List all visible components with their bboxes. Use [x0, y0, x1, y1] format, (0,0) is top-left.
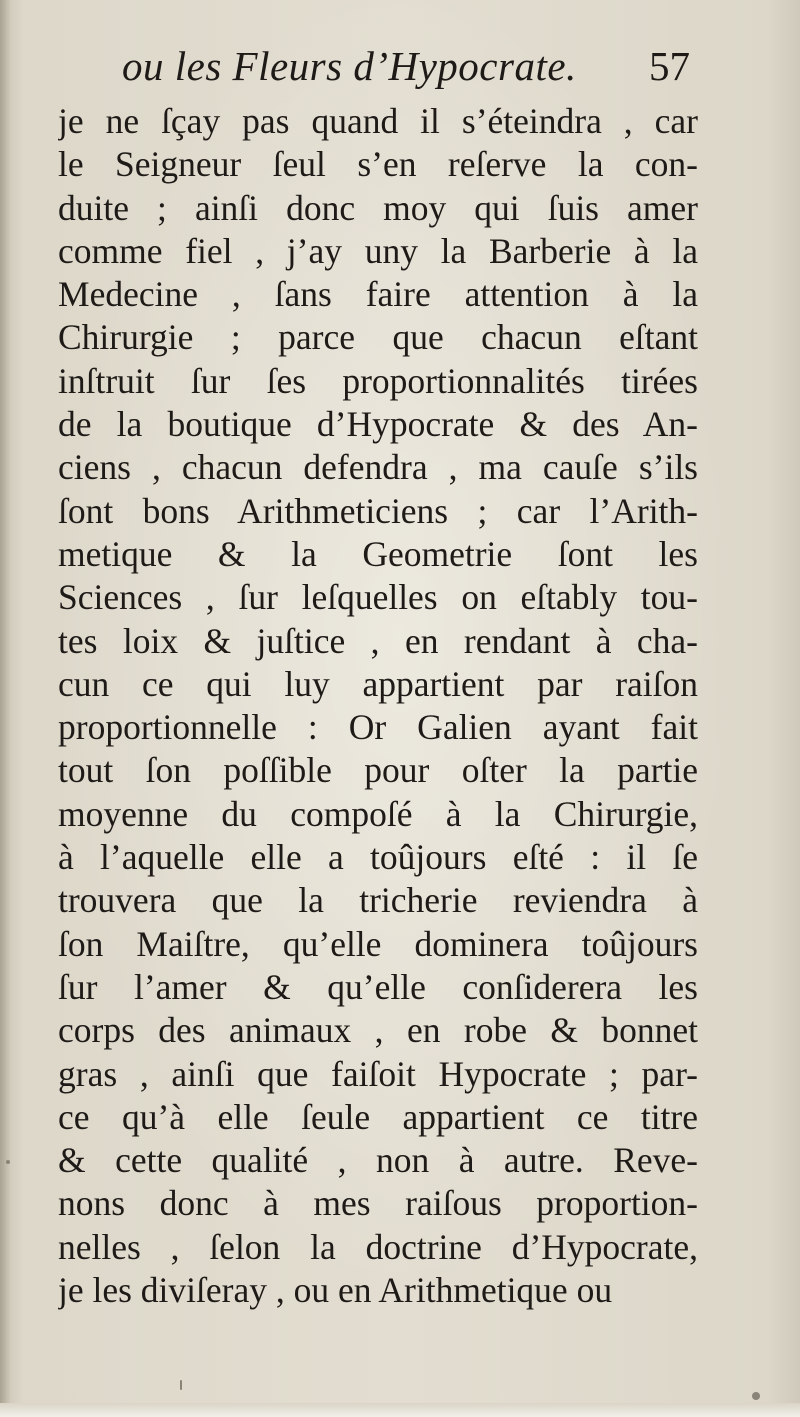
- paper-speck: [6, 1160, 10, 1164]
- page-number: 57: [649, 43, 690, 89]
- page-left-edge: [0, 0, 10, 1417]
- running-title: ou les Fleurs d’Hypocrate.: [122, 43, 577, 89]
- text-line: Medecine , ſans faire attention à la: [58, 274, 698, 315]
- text-line: corps des animaux , en robe & bonnet: [58, 1010, 698, 1051]
- text-line: gras , ainſi que faiſoit Hypocrate ; par-: [58, 1053, 698, 1094]
- text-line: Chirurgie ; parce que chacun eſtant: [58, 317, 698, 358]
- text-line: nons donc à mes raiſous proportion-: [58, 1183, 698, 1224]
- running-head: [122, 42, 692, 102]
- text-line: trouvera que la tricherie reviendra à: [58, 880, 698, 921]
- text-line: ſur l’amer & qu’elle conſiderera les: [58, 966, 698, 1007]
- text-line: inſtruit ſur ſes proportionnalités tirées: [58, 360, 698, 401]
- text-line: proportionnelle : Or Galien ayant fait: [58, 707, 698, 748]
- text-line: ſont bons Arithmeticiens ; car l’Arith-: [58, 490, 698, 531]
- text-line: tout ſon poſſible pour oſter la partie: [58, 750, 698, 791]
- text-line: ciens , chacun defendra , ma cauſe s’ils: [58, 447, 698, 488]
- text-line: de la boutique d’Hypocrate & des An-: [58, 404, 698, 445]
- text-line: ce qu’à elle ſeule appartient ce titre: [58, 1096, 698, 1137]
- text-line: ſon Maiſtre, qu’elle dominera toûjours: [58, 923, 698, 964]
- text-line: le Seigneur ſeul s’en reſerve la con-: [58, 144, 698, 185]
- text-line: tes loix & juſtice , en rendant à cha-: [58, 620, 698, 661]
- text-line: metique & la Geometrie ſont les: [58, 533, 698, 574]
- text-line: duite ; ainſi donc moy qui ſuis amer: [58, 187, 698, 228]
- text-line: moyenne du compoſé à la Chirurgie,: [58, 793, 698, 834]
- text-line: nelles , ſelon la doctrine d’Hypocrate,: [58, 1226, 698, 1267]
- text-line: Sciences , ſur leſquelles on eſtably tou-: [58, 577, 698, 618]
- text-line: cun ce qui luy appartient par raiſon: [58, 663, 698, 704]
- paper-speck: [752, 1392, 760, 1400]
- text-line: & cette qualité , non à autre. Reve-: [58, 1140, 698, 1181]
- paper-speck: [180, 1380, 182, 1390]
- page-bottom-edge: [0, 1403, 800, 1417]
- text-line: à l’aquelle elle a toûjours eſté : il ſe: [58, 837, 698, 878]
- text-line: comme fiel , j’ay uny la Barberie à la: [58, 230, 698, 271]
- text-line: je les diviſeray , ou en Arithmetique ou: [58, 1270, 613, 1311]
- body-text: [58, 100, 698, 1312]
- text-line: je ne ſçay pas quand il s’éteindra , car: [58, 101, 698, 141]
